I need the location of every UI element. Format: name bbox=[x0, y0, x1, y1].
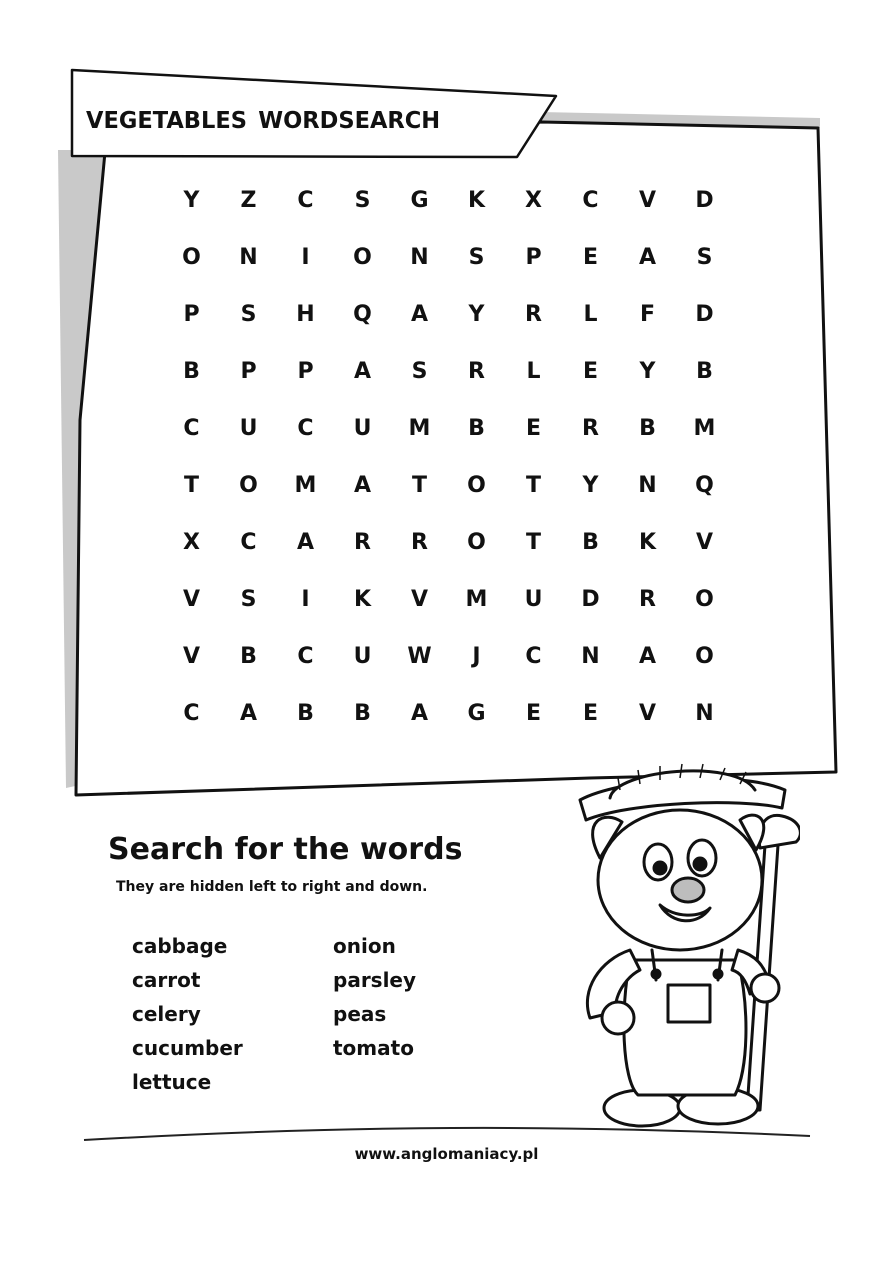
grid-letter: O bbox=[239, 473, 258, 498]
grid-letter: C bbox=[525, 644, 542, 669]
grid-letter: B bbox=[582, 530, 599, 555]
grid-letter: B bbox=[468, 416, 485, 441]
grid-letter: O bbox=[353, 245, 372, 270]
grid-letter: A bbox=[410, 302, 429, 327]
word-item: carrot bbox=[132, 968, 201, 992]
grid-letter: P bbox=[240, 359, 257, 384]
grid-letter: C bbox=[183, 701, 200, 726]
grid-letter: S bbox=[411, 359, 428, 384]
grid-letter: S bbox=[240, 587, 257, 612]
grid-letter: B bbox=[354, 701, 371, 726]
grid-letter: V bbox=[410, 587, 429, 612]
grid-letter: B bbox=[696, 359, 713, 384]
grid-letter: A bbox=[353, 473, 372, 498]
grid-letter: T bbox=[411, 473, 427, 498]
grid-letter: B bbox=[183, 359, 200, 384]
letter-grid bbox=[163, 172, 733, 742]
footer-url bbox=[0, 1145, 893, 1163]
grid-letter: G bbox=[467, 701, 486, 726]
grid-letter: C bbox=[297, 644, 314, 669]
grid-letter: U bbox=[353, 644, 372, 669]
grid-letter: V bbox=[182, 644, 201, 669]
grid-letter: H bbox=[296, 302, 315, 327]
grid-letter: Y bbox=[582, 473, 599, 498]
grid-letter: V bbox=[695, 530, 714, 555]
grid-letter: R bbox=[468, 359, 485, 384]
grid-letter: Z bbox=[240, 188, 257, 213]
grid-letter: X bbox=[525, 188, 542, 213]
grid-letter: S bbox=[696, 245, 713, 270]
grid-letter: C bbox=[183, 416, 200, 441]
grid-letter: Y bbox=[183, 188, 200, 213]
grid-letter: S bbox=[240, 302, 257, 327]
grid-letter: N bbox=[695, 701, 714, 726]
grid-letter: C bbox=[297, 188, 314, 213]
grid-letter: B bbox=[240, 644, 257, 669]
grid-letter: R bbox=[354, 530, 371, 555]
grid-letter: M bbox=[294, 473, 317, 498]
grid-letter: F bbox=[639, 302, 656, 327]
grid-letter: B bbox=[639, 416, 656, 441]
grid-letter: Y bbox=[468, 302, 485, 327]
grid-letter: A bbox=[296, 530, 315, 555]
grid-letter: E bbox=[582, 359, 599, 384]
grid-letter: L bbox=[583, 302, 598, 327]
grid-letter: U bbox=[524, 587, 543, 612]
word-list-right bbox=[333, 932, 416, 1068]
grid-letter: J bbox=[472, 644, 481, 669]
footer-url-text: www.anglomaniacy.pl bbox=[354, 1145, 539, 1163]
grid-letter: S bbox=[468, 245, 485, 270]
word-item: peas bbox=[333, 1002, 387, 1026]
grid-letter: N bbox=[581, 644, 600, 669]
word-item: onion bbox=[333, 934, 396, 958]
grid-letter: R bbox=[525, 302, 542, 327]
grid-letter: R bbox=[411, 530, 428, 555]
grid-letter: D bbox=[695, 302, 714, 327]
grid-letter: A bbox=[410, 701, 429, 726]
grid-letter: D bbox=[695, 188, 714, 213]
pig-farmer-illustration bbox=[560, 750, 800, 1140]
grid-letter: N bbox=[239, 245, 258, 270]
grid-letter: K bbox=[467, 188, 486, 213]
word-item: cabbage bbox=[132, 934, 228, 958]
word-item: celery bbox=[132, 1002, 201, 1026]
grid-letter: O bbox=[467, 473, 486, 498]
grid-letter: L bbox=[526, 359, 541, 384]
grid-letter: Q bbox=[353, 302, 372, 327]
grid-letter: N bbox=[638, 473, 657, 498]
grid-letter: K bbox=[353, 587, 372, 612]
grid-letter: P bbox=[183, 302, 200, 327]
grid-letter: T bbox=[525, 473, 541, 498]
search-instructions: They are hidden left to right and down. bbox=[116, 879, 428, 895]
grid-letter: E bbox=[582, 245, 599, 270]
grid-letter: A bbox=[638, 245, 657, 270]
grid-letter: O bbox=[182, 245, 201, 270]
grid-letter: O bbox=[695, 644, 714, 669]
grid-letter: C bbox=[582, 188, 599, 213]
word-list-left bbox=[132, 932, 243, 1102]
grid-letter: O bbox=[467, 530, 486, 555]
grid-letter: M bbox=[408, 416, 431, 441]
grid-letter: X bbox=[183, 530, 200, 555]
grid-letter: E bbox=[582, 701, 599, 726]
grid-letter: B bbox=[297, 701, 314, 726]
grid-letter: C bbox=[297, 416, 314, 441]
grid-letter: U bbox=[239, 416, 258, 441]
grid-letter: T bbox=[525, 530, 541, 555]
grid-letter: P bbox=[297, 359, 314, 384]
grid-letter: E bbox=[525, 416, 542, 441]
grid-letter: N bbox=[410, 245, 429, 270]
grid-letter: D bbox=[581, 587, 600, 612]
grid-letter: S bbox=[354, 188, 371, 213]
word-item: tomato bbox=[333, 1036, 414, 1060]
grid-letter: V bbox=[182, 587, 201, 612]
word-item: parsley bbox=[333, 968, 417, 992]
grid-letter: G bbox=[410, 188, 429, 213]
grid-letter: R bbox=[582, 416, 599, 441]
grid-letter: A bbox=[638, 644, 657, 669]
grid-letter: P bbox=[525, 245, 542, 270]
grid-letter: V bbox=[638, 701, 657, 726]
grid-letter: O bbox=[695, 587, 714, 612]
grid-letter: K bbox=[638, 530, 657, 555]
grid-letter: T bbox=[183, 473, 199, 498]
grid-letter: Y bbox=[639, 359, 656, 384]
grid-letter: A bbox=[353, 359, 372, 384]
grid-letter: I bbox=[301, 245, 310, 270]
grid-letter: C bbox=[240, 530, 257, 555]
grid-letter: M bbox=[465, 587, 488, 612]
search-heading: Search for the words bbox=[108, 832, 463, 867]
grid-letter: E bbox=[525, 701, 542, 726]
grid-letter: W bbox=[407, 644, 432, 669]
worksheet-title: vegetables wordsearch bbox=[86, 97, 441, 136]
grid-letter: I bbox=[301, 587, 310, 612]
grid-letter: R bbox=[639, 587, 656, 612]
grid-letter: A bbox=[239, 701, 258, 726]
grid-letter: U bbox=[353, 416, 372, 441]
word-item: cucumber bbox=[132, 1036, 243, 1060]
word-item: lettuce bbox=[132, 1070, 212, 1094]
grid-letter: M bbox=[693, 416, 716, 441]
grid-letter: Q bbox=[695, 473, 714, 498]
grid-letter: V bbox=[638, 188, 657, 213]
